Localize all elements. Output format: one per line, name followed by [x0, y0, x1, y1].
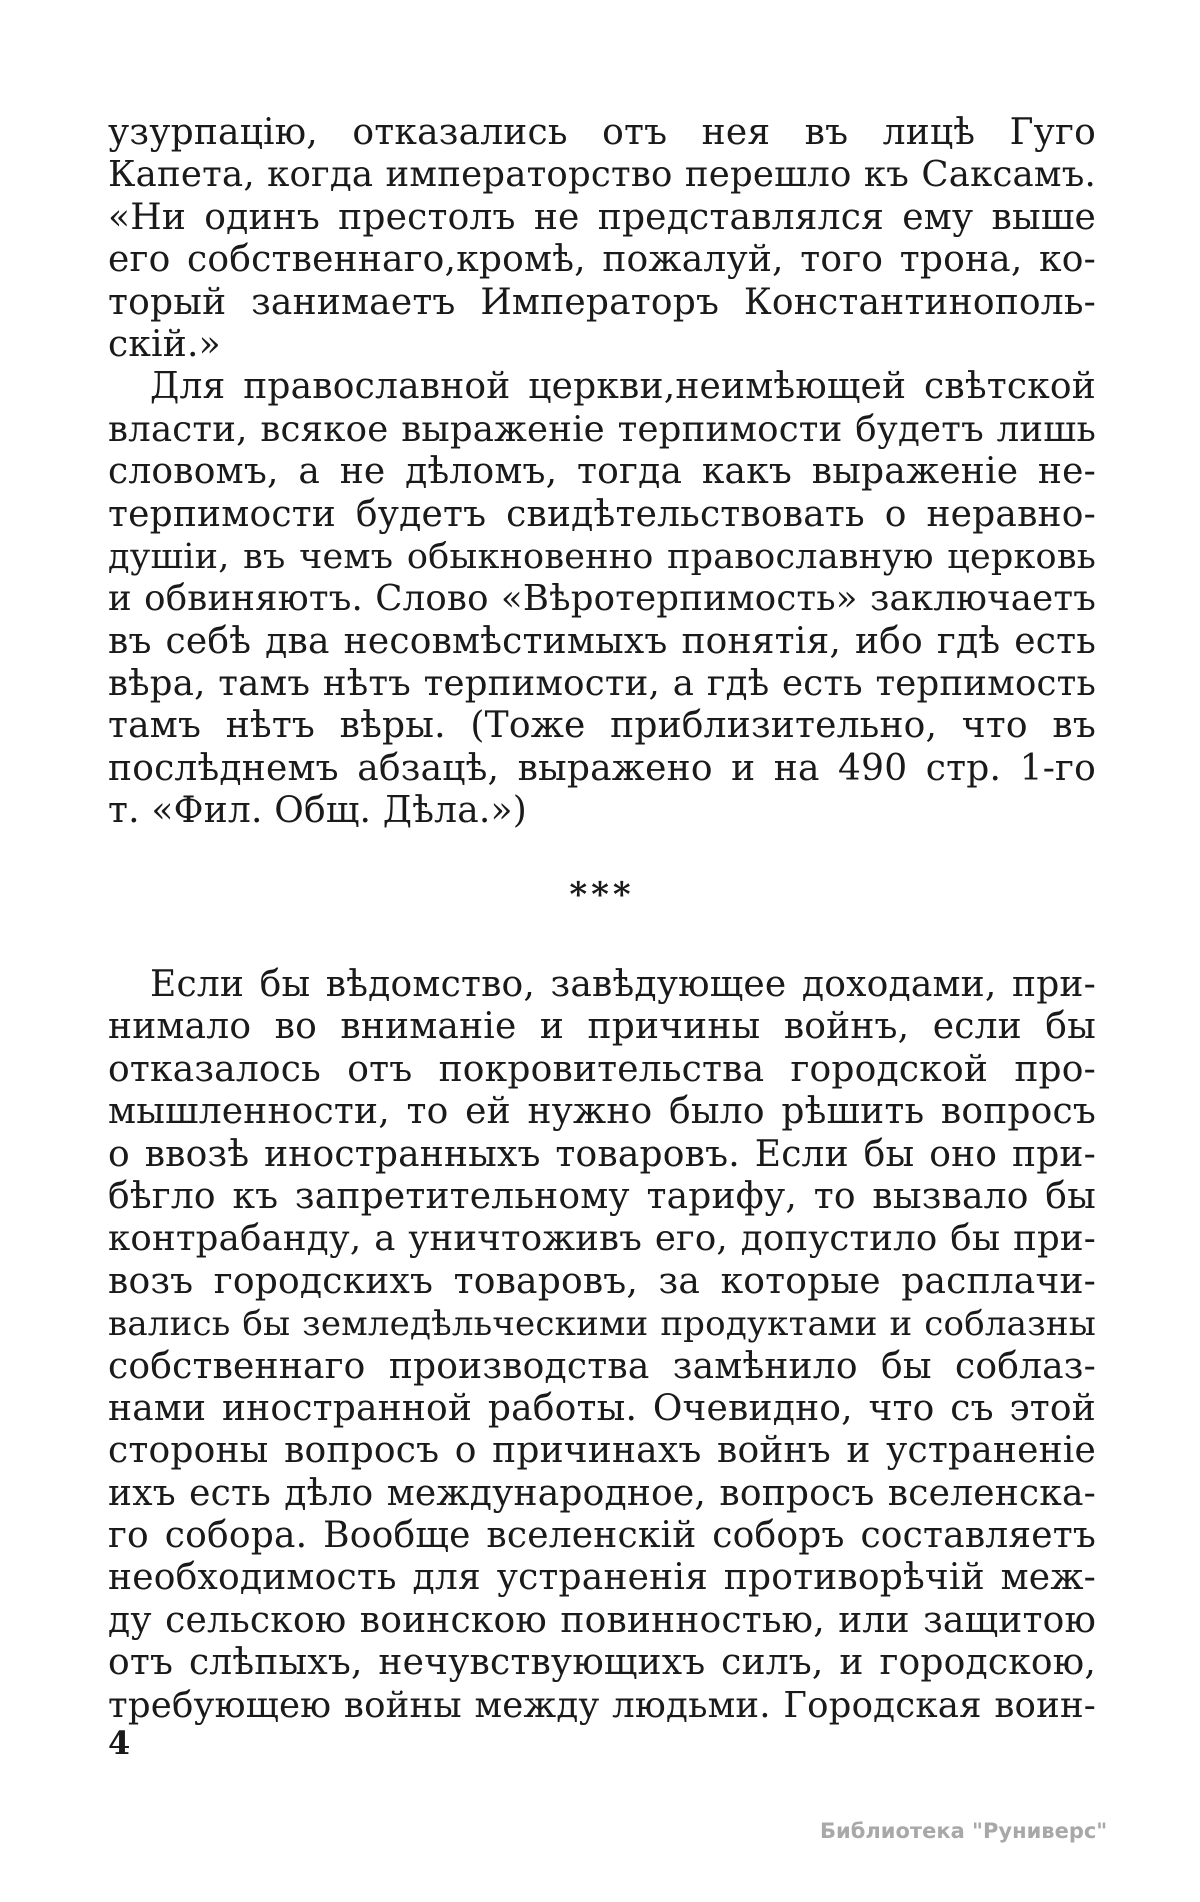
text-line: мышленности, то ей нужно было рѣшить вопросъ: [108, 1091, 1096, 1133]
text-line: вались бы земледѣльческими продуктами и соблазны: [108, 1304, 1096, 1345]
text-line: т. «Фил. Общ. Дѣла.»): [108, 790, 528, 832]
text-line: нами иностранной работы. Очевидно, что съ этой: [108, 1387, 1096, 1429]
text-line: словомъ, а не дѣломъ, тогда какъ выраженіе не-: [108, 451, 1096, 493]
library-watermark: Библиотека "Руниверс": [820, 1819, 1108, 1843]
text-line: возъ городскихъ товаровъ, за которые расплачи-: [108, 1260, 1096, 1302]
text-line: стороны вопросъ о причинахъ войнъ и устраненіе: [108, 1430, 1096, 1472]
text-line: собственнаго производства замѣнило бы соблаз-: [108, 1345, 1096, 1387]
text-line: требующею войны между людьми. Городская воин-: [108, 1684, 1096, 1726]
text-line: въ себѣ два несовмѣстимыхъ понятія, ибо гдѣ есть: [108, 620, 1096, 662]
text-line: его собственнаго,кромѣ, пожалуй, того трона, ко-: [108, 239, 1096, 281]
text-line: го собора. Вообще вселенскій соборъ составляетъ: [108, 1515, 1096, 1557]
text-line: ду сельскою воинскою повинностью, или защитою: [108, 1599, 1096, 1641]
text-line: терпимости будетъ свидѣтельствовать о неравно-: [108, 493, 1096, 535]
text-line: отказалось отъ покровительства городской про-: [108, 1048, 1096, 1090]
text-line: душіи, въ чемъ обыкновенно православную церковь: [108, 536, 1096, 577]
text-line: о ввозѣ иностранныхъ товаровъ. Если бы оно при-: [108, 1133, 1096, 1175]
text-line: контрабанду, а уничтоживъ его, допустило бы при-: [108, 1218, 1096, 1260]
text-line: Для православной церкви,неимѣющей свѣтской: [150, 366, 1096, 408]
text-line: скій.»: [108, 323, 221, 365]
text-line: и обвиняютъ. Слово «Вѣротерпимость» заключаетъ: [108, 578, 1096, 620]
text-line: отъ слѣпыхъ, нечувствующихъ силъ, и городскою,: [108, 1642, 1096, 1684]
paragraph-1: [108, 112, 1096, 366]
text-line: необходимость для устраненія противорѣчій меж-: [108, 1557, 1096, 1599]
text-line: послѣднемъ абзацѣ, выражено и на 490 стр. 1-го: [108, 747, 1096, 789]
paragraph-3: [108, 964, 1096, 1727]
section-separator: ***: [569, 875, 635, 915]
text-line: вѣра, тамъ нѣтъ терпимости, а гдѣ есть терпимость: [108, 663, 1096, 705]
text-line: торый занимаетъ Императоръ Константинополь-: [108, 281, 1096, 323]
text-line: бѣгло къ запретительному тарифу, то вызвало бы: [108, 1175, 1096, 1217]
text-line: ихъ есть дѣло международное, вопросъ вселенска-: [108, 1472, 1096, 1514]
page-number: 4: [108, 1724, 131, 1762]
text-line: «Ни одинъ престолъ не представлялся ему выше: [108, 196, 1096, 238]
text-line: нимало во вниманіе и причины войнъ, если бы: [108, 1006, 1096, 1048]
page-body: [108, 112, 1096, 1726]
text-line: тамъ нѣтъ вѣры. (Тоже приблизительно, что въ: [108, 705, 1096, 747]
paragraph-2: [108, 366, 1096, 832]
text-line: Капета, когда императорство перешло къ Саксамъ.: [108, 154, 1096, 196]
text-line: Если бы вѣдомство, завѣдующее доходами, при-: [150, 964, 1096, 1005]
text-line: узурпацію, отказались отъ нея въ лицѣ Гуго: [108, 112, 1096, 153]
text-line: власти, всякое выраженіе терпимости будетъ лишь: [108, 408, 1096, 450]
